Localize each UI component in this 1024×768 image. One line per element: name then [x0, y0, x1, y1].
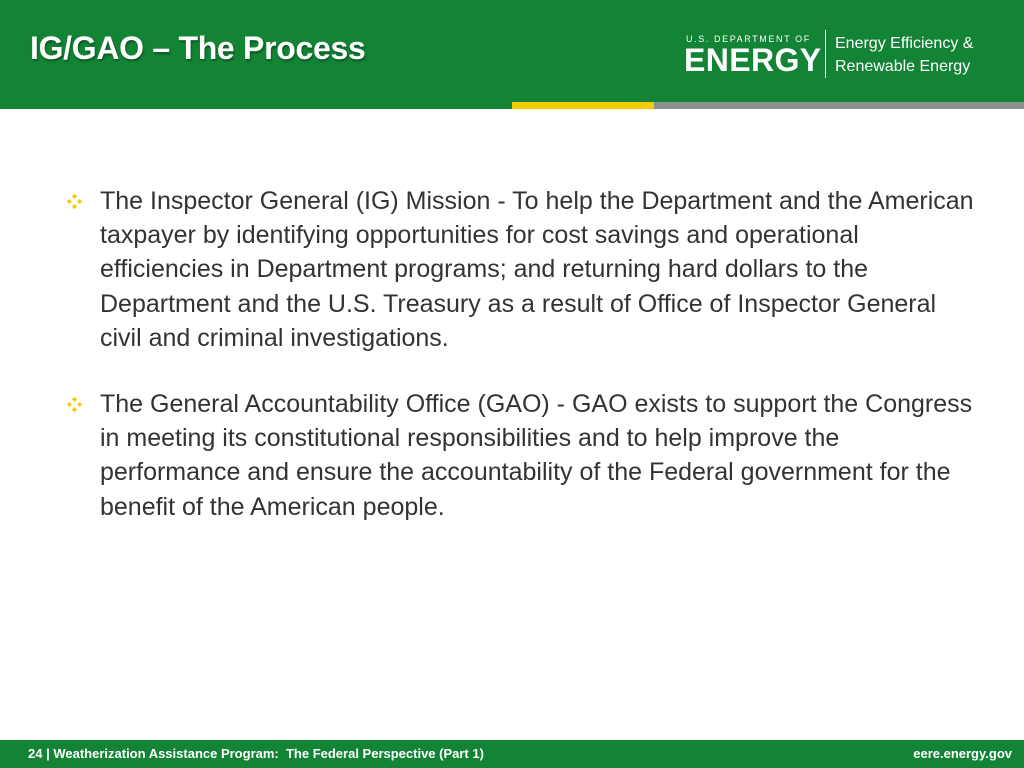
diamond-bullet-icon	[66, 193, 83, 210]
footer-separator: |	[42, 746, 54, 761]
accent-stripe-green	[0, 102, 512, 109]
page-number: 24	[28, 746, 43, 761]
slide-footer	[0, 740, 1024, 768]
slide-header	[0, 0, 1024, 102]
footer-website: eere.energy.gov	[913, 746, 1012, 761]
accent-stripe-gray	[654, 102, 1024, 109]
logo-department-line: U.S. DEPARTMENT OF	[686, 34, 811, 44]
presentation-title: Weatherization Assistance Program: The Federal Perspective (Part 1)	[53, 746, 484, 761]
bullet-text-gao: The General Accountability Office (GAO) - GAO exists to support the Congress in meeting its constitutional responsibilities and to help improve the performance and ensure the accountability of the Federal government for the benefit of the American people.	[100, 390, 973, 521]
bullet-text-ig: The Inspector General (IG) Mission - To help the Department and the American taxpayer by identifying opportunities for cost savings and operational efficiencies in Department programs; and returning hard dollars to the Department and the U.S. Treasury as a result of Office of Inspector General civil and criminal investigations.	[100, 187, 974, 352]
logo-divider	[825, 30, 826, 78]
bullet-item-gao	[64, 387, 984, 524]
footer-caption	[28, 746, 484, 761]
logo-agency-name: ENERGY	[684, 42, 822, 78]
doe-eere-logo	[684, 30, 1014, 80]
logo-office-line-1: Energy Efficiency &	[835, 35, 974, 52]
slide-body	[64, 184, 984, 556]
diamond-bullet-icon	[66, 396, 83, 413]
slide-title: IG/GAO – The Process	[30, 30, 366, 66]
accent-stripe-yellow	[512, 102, 654, 109]
logo-office-line-2: Renewable Energy	[835, 58, 971, 75]
logo-office-name	[835, 32, 973, 78]
bullet-item-ig	[64, 184, 984, 355]
